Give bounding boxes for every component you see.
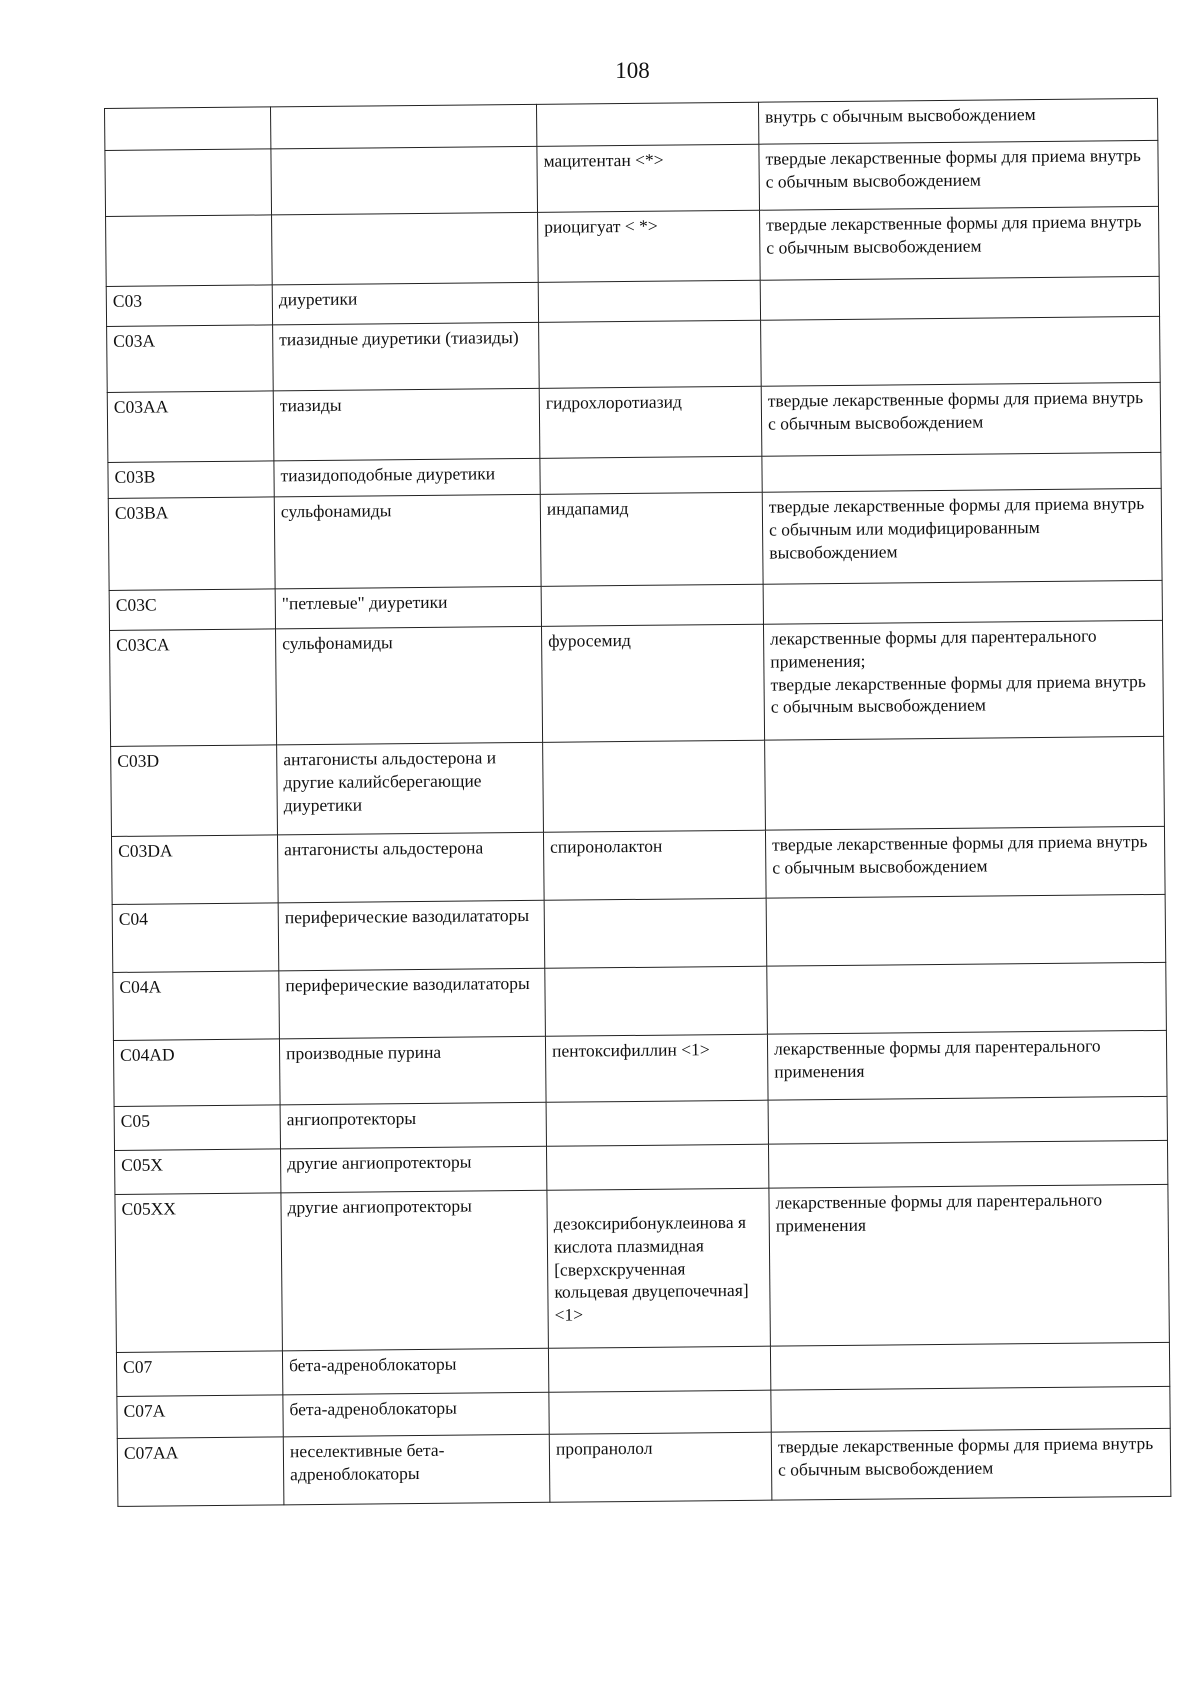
drug-name: индапамид [546,497,629,519]
group-cell [270,104,536,149]
group-cell [281,1190,549,1351]
form-cell [760,206,1160,280]
atc-code-cell [114,1105,280,1151]
dosage-form [771,740,1157,744]
form-cell [771,1386,1170,1432]
dosage-form [775,1100,1161,1104]
dosage-form: твердые лекарственные формы для приема внутрь с обычным высвобождением [767,387,1144,434]
group-cell [271,146,538,215]
table-row [107,382,1161,462]
form-cell [768,1096,1167,1144]
atc-code [111,110,264,111]
drug-name [551,902,760,904]
atc-code: C03DA [118,840,173,861]
dosage-form [777,1346,1163,1350]
drug-cell [549,1390,771,1434]
atc-code-cell [110,629,277,747]
drug-name [549,744,758,746]
form-cell [759,140,1159,210]
dosage-form: твердые лекарственные формы для приема внутрь с обычным высвобождением [777,1432,1154,1480]
form-cell [762,488,1162,584]
atc-code: C05 [120,1110,151,1131]
group-cell [274,458,540,497]
form-cell [768,1140,1167,1188]
group-name [277,108,530,110]
atc-code-cell [109,589,275,631]
atc-code-cell [108,461,274,499]
drug-cell [543,740,766,832]
form-cell [766,894,1166,966]
group-name [278,216,531,218]
dosage-form [773,966,1159,970]
drug-name [553,1148,762,1150]
atc-code [112,218,265,219]
table-row [111,736,1165,836]
dosage-form: внутрь с обычным высвобождением [765,104,1036,127]
group-name: ангиопротекторы [286,1108,417,1130]
atc-code: C04 [118,908,149,929]
drug-name: спиронолактон [550,835,663,857]
group-name: производные пурина [285,1041,442,1064]
group-cell [279,968,546,1039]
table-row [111,826,1165,904]
atc-code-cell [105,107,271,151]
group-name: тиазидоподобные диуретики [280,463,496,486]
group-cell [272,212,539,285]
drug-name [553,1104,762,1106]
drug-cell [548,1346,770,1392]
atc-code: C04A [119,976,162,997]
group-name: "петлевые" диуретики [281,591,448,614]
atc-code-cell [113,971,280,1041]
drug-name [545,284,754,286]
dosage-form: твердые лекарственные формы для приема внутрь с обычным высвобождением [765,145,1141,192]
form-cell [767,1030,1167,1100]
atc-code: C03C [115,594,157,615]
atc-code: C03 [112,290,143,311]
atc-code: C03B [114,466,156,487]
drug-name: риоцигуат < *> [544,215,658,237]
group-cell [274,494,541,589]
atc-code-cell [115,1193,283,1353]
group-cell [276,626,543,745]
drug-name [551,970,760,972]
group-name: периферические вазодилататоры [285,972,530,996]
group-name: антагонисты альдостерона и другие калийсберегающие диуретики [283,747,497,815]
group-name: бета-адреноблокаторы [289,1397,457,1420]
drug-cell [538,210,761,282]
form-cell [767,962,1167,1034]
drug-cell [541,624,764,742]
drug-cell [547,1188,771,1348]
atc-code [111,152,264,153]
atc-code-cell [106,215,273,287]
drug-cell [545,1034,768,1102]
group-name: неселективные бета-адреноблокаторы [289,1439,445,1485]
form-cell [763,620,1163,740]
table-row [113,1030,1167,1106]
atc-code-cell [115,1149,281,1195]
atc-code-cell [108,497,275,591]
atc-code: C04AD [119,1044,175,1065]
atc-code: C03D [117,750,160,771]
atc-code-cell [117,1395,283,1439]
dosage-form [773,898,1159,902]
drug-name: фуросемид [548,629,631,651]
atc-code-cell [111,835,278,905]
group-cell [277,742,544,835]
drug-cell [545,966,768,1036]
atc-code: C05XX [121,1198,177,1219]
drug-cell [541,584,763,626]
dosage-form: лекарственные формы для парентерального применения [773,1035,1101,1082]
atc-code-cell [105,149,272,217]
drug-cell [538,280,760,322]
dosage-form: твердые лекарственные формы для приема внутрь с обычным высвобождением [772,831,1148,878]
group-cell [273,388,540,461]
dosage-form: твердые лекарственные формы для приема внутрь с обычным высвобождением [766,211,1142,258]
table-row [105,140,1159,216]
atc-code-cell [106,285,272,327]
atc-code-cell [107,391,274,463]
group-cell [272,282,538,325]
atc-code: C05X [121,1154,164,1175]
drug-cell [540,492,763,586]
drug-name: пентоксифиллин <1> [551,1039,710,1061]
drug-name [548,588,757,590]
group-name: сульфонамиды [280,500,392,522]
group-cell [280,1146,546,1193]
drug-name: гидрохлоротиазид [545,391,682,413]
table-row [117,1428,1171,1506]
dosage-form [770,584,1156,588]
drug-cell [546,1100,768,1146]
form-cell [762,452,1161,492]
group-name: тиазидные диуретики (тиазиды) [279,327,519,350]
atc-code: C03BA [114,502,169,523]
atc-code: C03AA [113,396,169,417]
dosage-form: лекарственные формы для парентерального применения; твердые лекарственные формы для приема внутрь с обычным высвобождением [770,625,1146,717]
group-name: сульфонамиды [282,632,393,654]
dosage-form [777,1390,1163,1394]
group-cell [280,1102,546,1149]
table-row [113,962,1167,1040]
drug-name: дезоксирибонуклеинова я кислота плазмидная [сверхскрученная кольцевая двуцепочечная] <1> [553,1211,749,1325]
atc-code: C03CA [116,634,170,655]
drug-cell [539,320,762,388]
atc-code: C07 [122,1356,153,1377]
group-name: тиазиды [279,394,342,416]
group-name: диуретики [278,288,358,310]
drug-cell [539,386,762,458]
atc-code-cell [116,1351,282,1397]
drug-cell [536,102,758,146]
table-row [112,894,1166,972]
drug-cell [544,898,767,968]
drug-cell [540,456,762,494]
form-cell [769,1184,1169,1346]
atc-code: C03A [113,330,156,351]
table-row [108,488,1162,590]
group-name: бета-адреноблокаторы [288,1353,457,1376]
dosage-form [767,280,1153,284]
drug-cell [537,144,760,212]
page-number: 108 [615,58,650,83]
atc-code: C07AA [123,1442,179,1463]
atc-code-cell [112,903,279,973]
table-row [110,620,1164,746]
group-name: антагонисты альдостерона [284,837,484,860]
dosage-form [768,456,1154,460]
group-cell [283,1392,549,1437]
group-name [277,150,530,152]
form-cell [761,382,1161,456]
group-cell [273,322,540,391]
drug-name: пропранолол [555,1437,653,1459]
table-row [115,1184,1169,1352]
group-name: периферические вазодилататоры [284,904,530,928]
group-cell [277,832,544,903]
drug-cell [546,1144,768,1190]
atc-code-cell [111,745,278,837]
drug-cell [543,830,766,900]
table-row [107,316,1161,392]
form-cell [763,580,1162,624]
group-name: другие ангиопротекторы [287,1151,472,1174]
form-cell [765,826,1165,898]
form-cell [765,736,1165,830]
drug-name: мацитентан <*> [543,149,664,171]
dosage-form: твердые лекарственные формы для приема внутрь с обычным или модифицированным высвобождением [768,493,1145,563]
group-cell [275,586,541,629]
atc-code: C07A [123,1400,166,1421]
drug-name [545,324,754,326]
dosage-form [775,1144,1161,1148]
drug-name [543,106,752,108]
table-body [105,98,1171,1506]
group-cell [279,1036,546,1105]
atc-code-cell [117,1437,284,1507]
group-cell [283,1434,550,1505]
drug-table [104,98,1171,1507]
dosage-form [767,320,1153,324]
form-cell [771,1428,1171,1500]
group-cell [278,900,545,971]
atc-code-cell [113,1039,280,1107]
drug-cell [549,1432,772,1502]
form-cell [770,1342,1169,1390]
group-cell [282,1348,548,1395]
form-cell [758,98,1157,144]
drug-name [555,1394,764,1396]
atc-code-cell [107,325,274,393]
drug-name [555,1350,764,1352]
form-cell [760,276,1159,320]
group-name: другие ангиопротекторы [287,1195,472,1218]
table-row [106,206,1160,286]
drug-name [546,460,755,462]
form-cell [761,316,1161,386]
dosage-form: лекарственные формы для парентерального применения [775,1189,1103,1236]
